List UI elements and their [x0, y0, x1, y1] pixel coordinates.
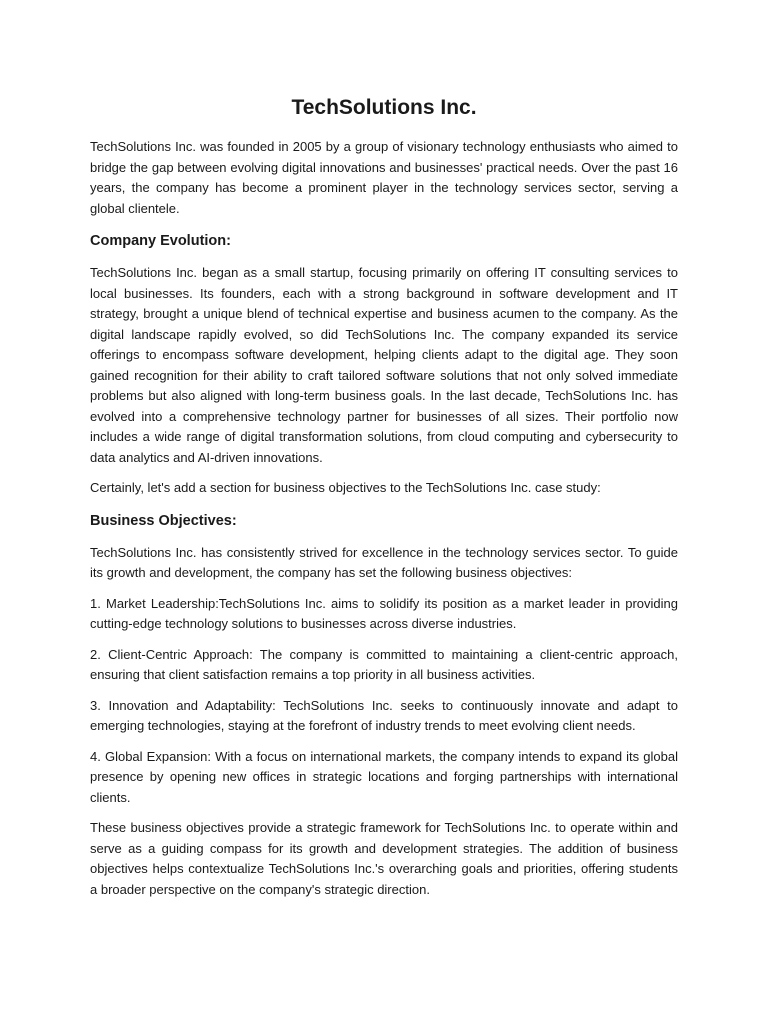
intro-paragraph: TechSolutions Inc. was founded in 2005 by a group of visionary technology enthusiasts who aimed to bridge the gap between evolving digital innovations and businesses' practical needs. Over the past 16 years, the company has become a prominent player in the technology services sector, serving a global clientele.: [90, 139, 678, 216]
objective-item-3: 3. Innovation and Adaptability: TechSolutions Inc. seeks to continuously innovate and adapt to emerging technologies, staying at the forefront of industry trends to meet evolving client needs.: [90, 697, 678, 733]
objective-item-4: 4. Global Expansion: With a focus on international markets, the company intends to expand its global presence by opening new offices in strategic locations and forging partnerships with international clients.: [90, 748, 678, 805]
company-evolution-paragraph: TechSolutions Inc. began as a small startup, focusing primarily on offering IT consulting services to local businesses. Its founders, each with a strong background in software development and IT strategy, brought a unique blend of technical expertise and business acumen to the company. As the digital landscape rapidly evolved, so did TechSolutions Inc. The company expanded its service offerings to encompass software development, helping clients adapt to the digital age. They soon gained recognition for their ability to craft tailored software solutions that not only solved immediate problems but also aligned with long-term business goals. In the last decade, TechSolutions Inc. has evolved into a comprehensive technology partner for businesses of all sizes. Their portfolio now includes a wide range of digital transformation solutions, from cloud computing and cybersecurity to data analytics and AI-driven innovations.: [90, 265, 678, 465]
objective-item-1: 1. Market Leadership:TechSolutions Inc. aims to solidify its position as a market leader in providing cutting-edge technology solutions to businesses across diverse industries.: [90, 595, 678, 631]
company-evolution-heading: Company Evolution:: [90, 233, 231, 249]
business-objectives-heading: Business Objectives:: [90, 512, 237, 529]
document-page: [90, 94, 678, 910]
business-objectives-intro: TechSolutions Inc. has consistently strived for excellence in the technology services sector. To guide its growth and development, the company has set the following business objectives:: [90, 544, 678, 580]
conclusion-paragraph: These business objectives provide a strategic framework for TechSolutions Inc. to operate within and serve as a guiding compass for its growth and development strategies. The addition of business objectives helps contextualize TechSolutions Inc.'s overarching goals and priorities, offering students a broader perspective on the company's strategic direction.: [90, 820, 678, 897]
document-title: TechSolutions Inc.: [291, 96, 477, 119]
objective-item-2: 2. Client-Centric Approach: The company is committed to maintaining a client-centric approach, ensuring that client satisfaction remains a top priority in all business activities.: [90, 646, 678, 682]
transition-paragraph: Certainly, let's add a section for business objectives to the TechSolutions Inc. case study:: [90, 480, 601, 495]
